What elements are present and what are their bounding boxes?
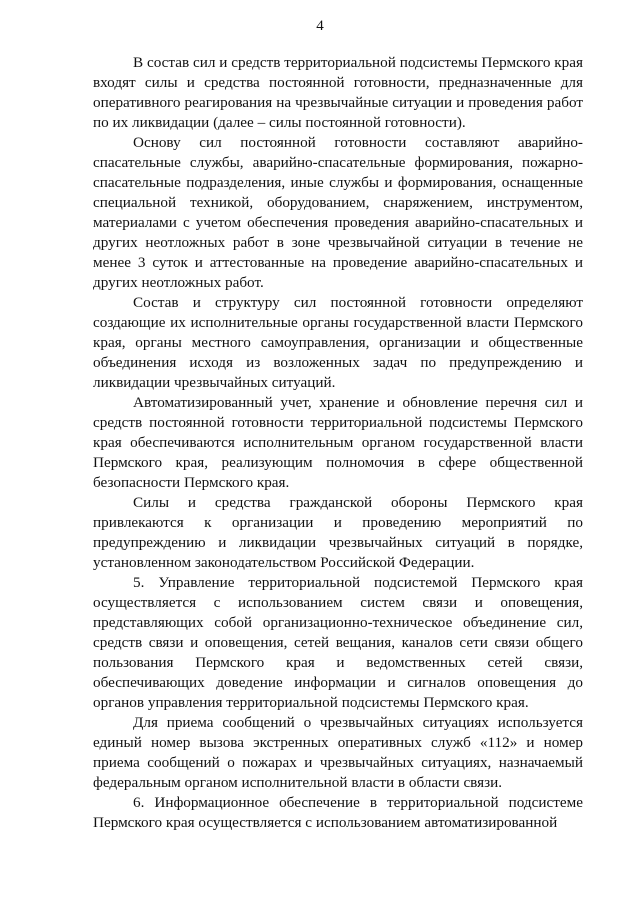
document-body	[93, 53, 583, 833]
paragraph-4: Автоматизированный учет, хранение и обновление перечня сил и средств постоянной готовности территориальной подсистемы Пермского края обеспечиваются исполнительным органом государственной власти Пермского края, реализующим полномочия в сфере общественной безопасности Пермского края.	[93, 394, 583, 491]
paragraph-2: Основу сил постоянной готовности составляют аварийно-спасательные службы, аварийно-спасательные формирования, пожарно-спасательные подразделения, иные службы и формирования, оснащенные специальной техникой, оборудованием, снаряжением, инструментом, материалами с учетом обеспечения проведения аварийно-спасательных и других неотложных работ в зоне чрезвычайной ситуации в течение не менее 3 суток и аттестованные на проведение аварийно-спасательных и других неотложных работ.	[93, 134, 583, 291]
paragraph-5: Силы и средства гражданской обороны Пермского края привлекаются к организации и проведению мероприятий по предупреждению и ликвидации чрезвычайных ситуаций в порядке, установленном законодательством Российской Федерации.	[93, 494, 583, 571]
paragraph-8: 6. Информационное обеспечение в территориальной подсистеме Пермского края осуществляется с использованием автоматизированной	[93, 794, 583, 831]
paragraph-6: 5. Управление территориальной подсистемой Пермского края осуществляется с использованием систем связи и оповещения, представляющих собой организационно-техническое объединение сил, средств связи и оповещения, сетей вещания, каналов сети связи общего пользования Пермского края и ведомственных сетей связи, обеспечивающих доведение информации и сигналов оповещения до органов управления территориальной подсистемы Пермского края.	[93, 574, 583, 711]
paragraph-3: Состав и структуру сил постоянной готовности определяют создающие их исполнительные органы государственной власти Пермского края, органы местного самоуправления, организации и общественные объединения исходя из возложенных задач по предупреждению и ликвидации чрезвычайных ситуаций.	[93, 294, 583, 391]
paragraph-7: Для приема сообщений о чрезвычайных ситуациях используется единый номер вызова экстренных оперативных служб «112» и номер приема сообщений о пожарах и чрезвычайных ситуациях, назначаемый федеральным органом исполнительной власти в области связи.	[93, 714, 583, 791]
page-number: 4	[316, 18, 324, 34]
paragraph-1: В состав сил и средств территориальной подсистемы Пермского края входят силы и средства постоянной готовности, предназначенные для оперативного реагирования на чрезвычайные ситуации и проведения работ по их ликвидации (далее – силы постоянной готовности).	[93, 54, 583, 131]
